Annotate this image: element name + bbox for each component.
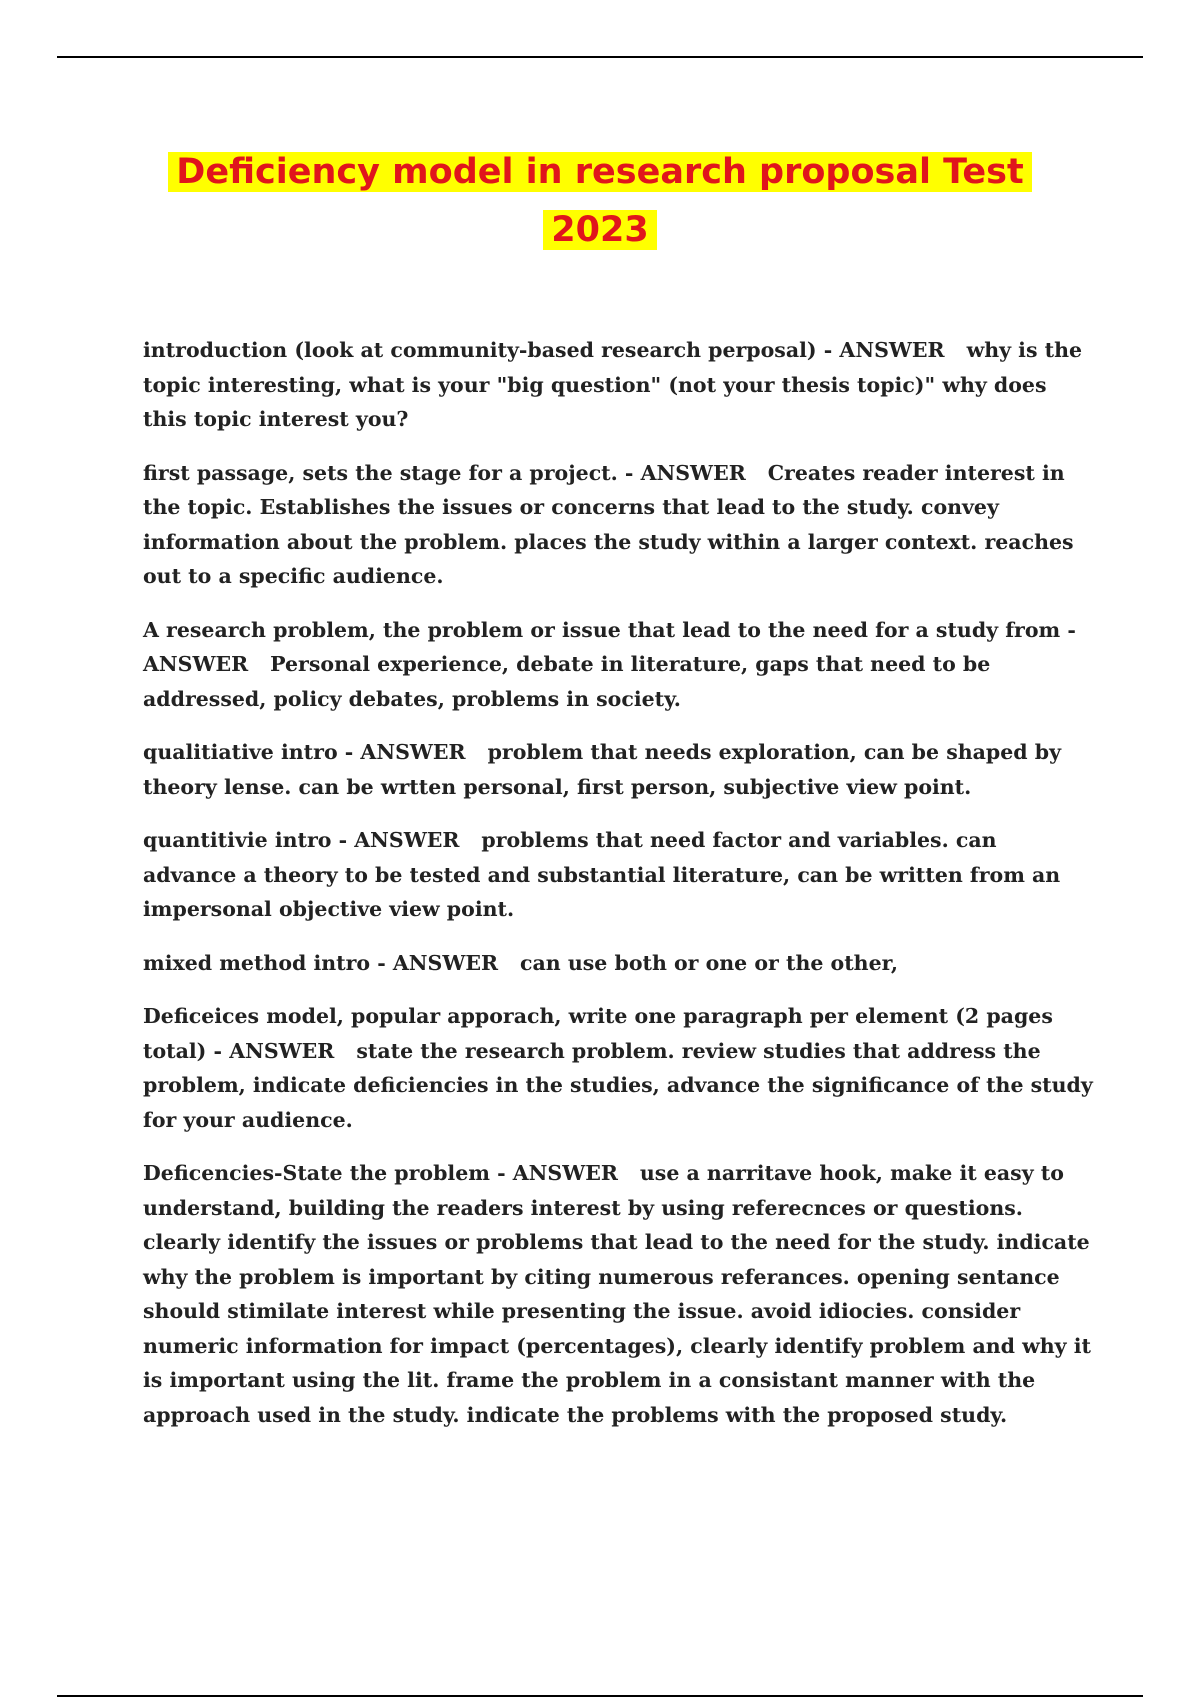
qa-answer: problem that needs exploration, can be shaped by theory lense. can be wrtten personal, first person, subjective view point. [143,740,1062,799]
qa-answer: Creates reader interest in the topic. Establishes the issues or concerns that lead to the study. convey information about the problem. places the study within a larger context. reaches out to a specific audience. [143,460,1074,588]
top-rule [57,56,1143,58]
answer-marker: ANSWER [640,460,746,485]
qa-question: qualitiative intro [143,740,338,764]
qa-answer: Personal experience, debate in literature, gaps that need to be addressed, policy debates, problems in society. [143,652,991,711]
qa-answer: use a narritave hook, make it easy to understand, building the readers interest by using referecnces or questions. clearly identify the issues or problems that lead to the need for the study. indicate why the problem is important by citing numerous referances. opening sentance should stimilate interest while presenting the issue. avoid idiocies. consider numeric information for impact (percentages), clearly identify problem and why it is important using the lit. frame the problem in a consistant manner with the approach used in the study. indicate the problems with the proposed study. [143,1161,1091,1427]
qa-question: Deficeices model, popular apporach, write one paragraph per element (2 pages total) [143,1004,1053,1063]
qa-item: A research problem, the problem or issue that lead to the need for a study from - ANSWER Personal experience, debate in literature, gaps that need to be addressed, policy debates, problems in society. [143,617,1076,711]
qa-item: Deficeices model, popular apporach, write one paragraph per element (2 pages total) - ANSWER state the research problem. review studies that address the problem, indicate deficiencies in the studies, advance the significance of the study for your audience. [143,1004,1093,1132]
qa-answer: problems that need factor and variables. can advance a theory to be tested and substantial literature, can be written from an impersonal objective view point. [143,828,1061,921]
qa-question: mixed method intro [143,950,371,975]
qa-question: A research problem, the problem or issue that lead to the need for a study from [143,617,1061,642]
answer-marker: ANSWER [143,652,249,676]
qa-item: mixed method intro - ANSWER can use both or one or the other, [143,950,899,975]
qa-item: introduction (look at community-based research perposal) - ANSWER why is the topic interesting, what is your "big question" (not your thesis topic)" why does this topic interest you? [143,338,1083,431]
answer-marker: ANSWER [360,740,466,764]
answer-marker: ANSWER [354,828,460,852]
bottom-rule [57,1695,1143,1697]
qa-item: qualitiative intro - ANSWER problem that needs exploration, can be shaped by theory lense. can be wrtten personal, first person, subjective view point. [143,740,1062,799]
qa-question: first passage, sets the stage for a project. [143,460,618,485]
qa-item: quantitivie intro - ANSWER problems that need factor and variables. can advance a theory to be tested and substantial literature, can be written from an impersonal objective view point. [143,828,1061,921]
page-title [140,143,1060,259]
qa-answer: state the research problem. review studies that address the problem, indicate deficiencies in the studies, advance the significance of the study for your audience. [143,1038,1093,1132]
answer-marker: ANSWER [512,1161,618,1185]
qa-question: Deficencies-State the problem [143,1161,490,1185]
page-title-text: Deficiency model in research proposal Test 2023 [168,152,1031,250]
qa-list [143,333,1093,1451]
qa-question: quantitivie intro [143,828,332,852]
answer-marker: ANSWER [229,1038,335,1063]
qa-answer: why is the topic interesting, what is your "big question" (not your thesis topic)" why does this topic interest you? [143,338,1083,431]
qa-item: first passage, sets the stage for a project. - ANSWER Creates reader interest in the topic. Establishes the issues or concerns that lead to the study. convey information about the problem. places the study within a larger context. reaches out to a specific audience. [143,460,1074,588]
qa-question: introduction (look at community-based research perposal) [143,338,817,362]
answer-marker: ANSWER [839,338,945,362]
qa-answer: can use both or one or the other, [520,950,899,975]
qa-item: Deficencies-State the problem - ANSWER use a narritave hook, make it easy to understand, building the readers interest by using referecnces or questions. clearly identify the issues or problems that lead to the need for the study. indicate why the problem is important by citing numerous referances. opening sentance should stimilate interest while presenting the issue. avoid idiocies. consider numeric information for impact (percentages), clearly identify problem and why it is important using the lit. frame the problem in a consistant manner with the approach used in the study. indicate the problems with the proposed study. [143,1161,1091,1427]
answer-marker: ANSWER [392,950,499,975]
